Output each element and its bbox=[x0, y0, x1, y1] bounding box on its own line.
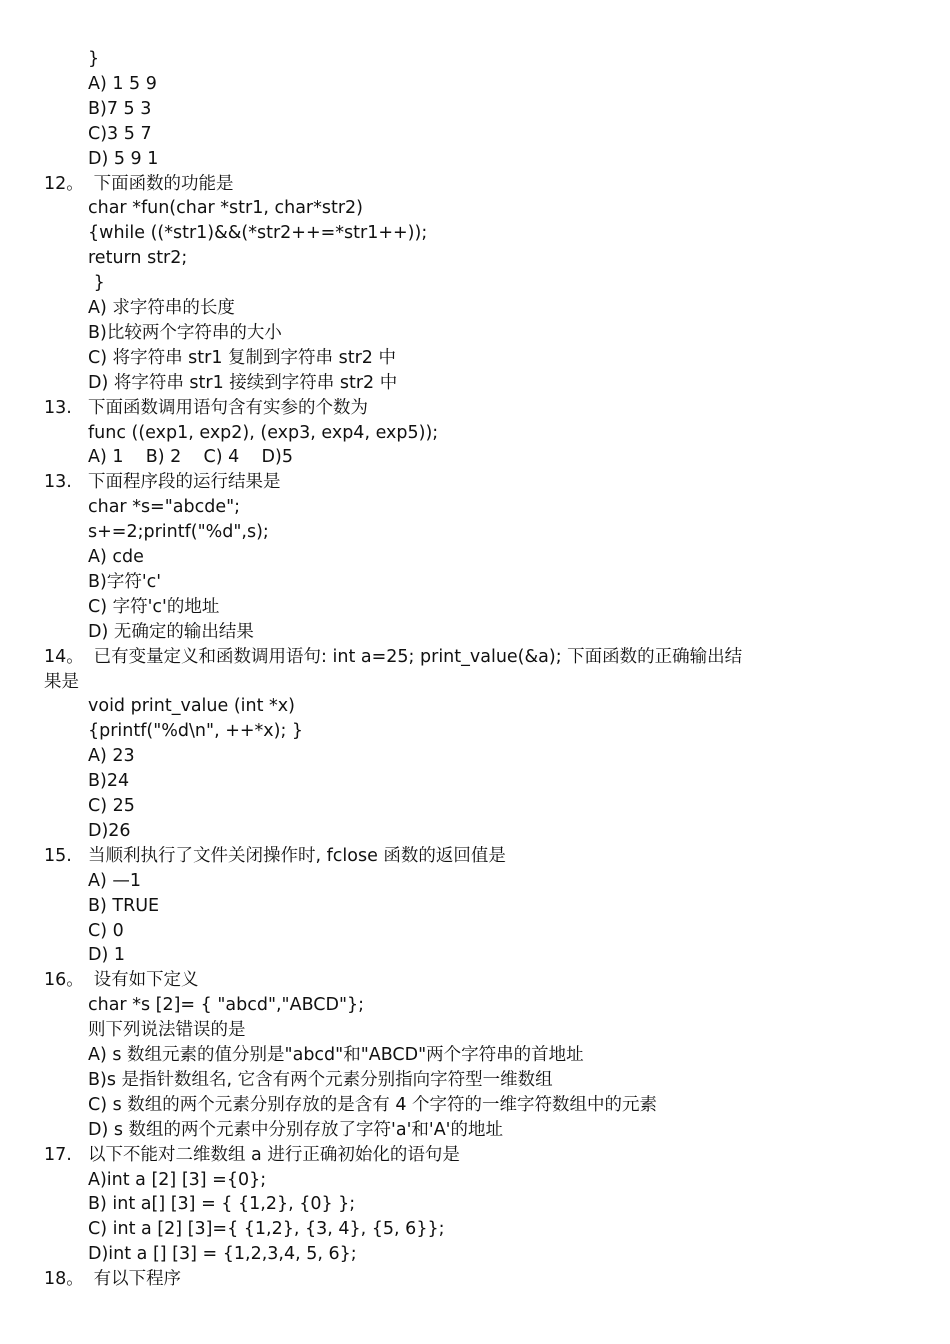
question-text-continuation: 果是 bbox=[44, 671, 79, 692]
option-line: B)比较两个字符串的大小 bbox=[88, 322, 282, 343]
option-line: 则下列说法错误的是 bbox=[88, 1020, 246, 1041]
option-line: C) 将字符串 str1 复制到字符串 str2 中 bbox=[88, 347, 396, 368]
question-number: 14。 bbox=[44, 646, 84, 667]
option-line: D)26 bbox=[88, 820, 131, 841]
option-line: D) 将字符串 str1 接续到字符串 str2 中 bbox=[88, 372, 398, 393]
option-line: A) —1 bbox=[88, 870, 141, 891]
option-line: B)24 bbox=[88, 771, 130, 792]
code-line: return str2; bbox=[88, 248, 188, 269]
code-line: void print_value (int *x) bbox=[88, 696, 295, 717]
option-line: C) 0 bbox=[88, 920, 124, 941]
question-number: 15. bbox=[44, 845, 72, 866]
option-line: D) s 数组的两个元素中分别存放了字符'a'和'A'的地址 bbox=[88, 1119, 503, 1140]
question-number: 13. bbox=[44, 397, 72, 418]
option-line: A) s 数组元素的值分别是"abcd"和"ABCD"两个字符串的首地址 bbox=[88, 1045, 584, 1065]
code-line: s+=2;printf("%d",s); bbox=[88, 522, 269, 543]
code-line: char *fun(char *str1, char*str2) bbox=[88, 198, 364, 219]
option-line: B)字符'c' bbox=[88, 571, 162, 592]
option-line: A) 23 bbox=[88, 746, 135, 767]
option-line: A) 求字符串的长度 bbox=[88, 298, 235, 318]
option-line: D)int a [] [3] = {1,2,3,4, 5, 6}; bbox=[88, 1244, 357, 1265]
question-text: 以下不能对二维数组 a 进行正确初始化的语句是 bbox=[88, 1144, 460, 1165]
code-line: char *s="abcde"; bbox=[88, 497, 241, 518]
question-number: 16。 bbox=[44, 970, 84, 991]
question-text: 下面函数的功能是 bbox=[88, 173, 234, 194]
option-line: C) int a [2] [3]={ {1,2}, {3, 4}, {5, 6}}; bbox=[88, 1219, 445, 1240]
option-line: A) cde bbox=[88, 547, 144, 567]
code-line: } bbox=[88, 49, 100, 69]
code-line: } bbox=[88, 273, 105, 294]
question-text: 当顺利执行了文件关闭操作时, fclose 函数的返回值是 bbox=[88, 845, 506, 866]
option-line: C) 字符'c'的地址 bbox=[88, 596, 220, 617]
question-text: 有以下程序 bbox=[88, 1269, 182, 1290]
question-number: 13. bbox=[44, 472, 72, 493]
option-line: C)3 5 7 bbox=[88, 123, 152, 144]
option-line: B)7 5 3 bbox=[88, 98, 152, 119]
code-line: {printf("%d\n", ++*x); } bbox=[88, 721, 304, 742]
option-line: D) 无确定的输出结果 bbox=[88, 621, 254, 642]
question-number: 17. bbox=[44, 1144, 72, 1165]
option-line: B) int a[] [3] = { {1,2}, {0} }; bbox=[88, 1194, 356, 1215]
question-text: 下面程序段的运行结果是 bbox=[88, 472, 281, 493]
question-text: 下面函数调用语句含有实参的个数为 bbox=[88, 397, 368, 418]
option-line: A)int a [2] [3] ={0}; bbox=[88, 1169, 267, 1190]
question-number: 18。 bbox=[44, 1269, 84, 1290]
option-line: C) 25 bbox=[88, 796, 135, 816]
question-text: 设有如下定义 bbox=[88, 970, 199, 991]
option-line: B)s 是指针数组名, 它含有两个元素分别指向字符型一维数组 bbox=[88, 1069, 553, 1090]
question-text: 已有变量定义和函数调用语句: int a=25; print_value(&a); 下面函数的正确输出结 bbox=[88, 646, 743, 667]
option-line: C) s 数组的两个元素分别存放的是含有 4 个字符的一维字符数组中的元素 bbox=[88, 1094, 658, 1115]
code-line: char *s [2]= { "abcd","ABCD"}; bbox=[88, 995, 365, 1016]
code-line: {while ((*str1)&&(*str2++=*str1++)); bbox=[88, 223, 428, 244]
option-line: D) 1 bbox=[88, 945, 125, 966]
option-line: A) 1 B) 2 C) 4 D)5 bbox=[88, 447, 293, 468]
question-number: 12。 bbox=[44, 173, 84, 194]
option-line: A) 1 5 9 bbox=[88, 73, 157, 94]
code-line: func ((exp1, exp2), (exp3, exp4, exp5)); bbox=[88, 422, 439, 443]
option-line: D) 5 9 1 bbox=[88, 148, 159, 169]
option-line: B) TRUE bbox=[88, 895, 160, 916]
